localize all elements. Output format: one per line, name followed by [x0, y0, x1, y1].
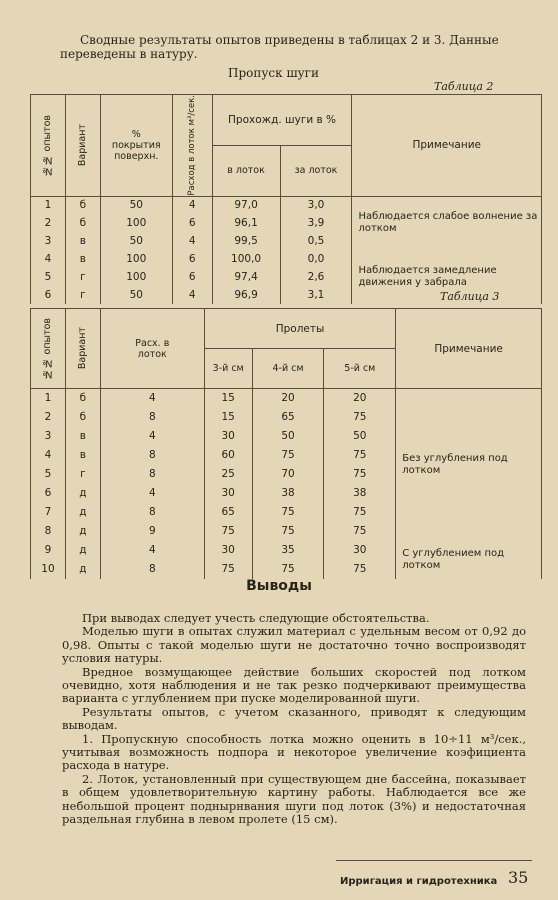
- cell-span5: 50: [324, 427, 396, 446]
- table2-title: Пропуск шуги: [228, 66, 319, 80]
- note-cell: Без углубления под лотком: [396, 389, 542, 541]
- cell-variant: б: [65, 408, 100, 427]
- cell-variant: д: [65, 484, 100, 503]
- t2-header-note: Примечание: [352, 95, 542, 197]
- cell-variant: г: [65, 286, 100, 304]
- table2-label: Таблица 2: [434, 80, 494, 93]
- table-row: [31, 196, 542, 214]
- cell-behind: 3,9: [280, 214, 352, 232]
- cell-num: 4: [31, 446, 66, 465]
- cell-flow: 8: [100, 560, 204, 579]
- cell-in-tray: 96,9: [212, 286, 280, 304]
- cell-span4: 35: [252, 541, 324, 560]
- cell-behind: 0,5: [280, 232, 352, 250]
- paragraph: Моделью шуги в опытах служил материал с удельным весом от 0,92 до 0,98. Опыты с такой моделью шуги не достаточно точно воспроизводят условия натуры.: [62, 624, 526, 666]
- t3-header-num: №№ опытов: [31, 309, 66, 389]
- cell-variant: в: [65, 427, 100, 446]
- cell-variant: в: [65, 250, 100, 268]
- cell-flow: 4: [100, 541, 204, 560]
- cell-flow: 4: [100, 427, 204, 446]
- t3-header-s3: 3-й см: [204, 349, 252, 389]
- cell-num: 2: [31, 214, 66, 232]
- cell-span3: 65: [204, 503, 252, 522]
- t3-header-s4: 4-й см: [252, 349, 324, 389]
- conclusions-body: [62, 612, 526, 827]
- cell-num: 5: [31, 465, 66, 484]
- cell-cover: 50: [100, 196, 172, 214]
- cell-cover: 100: [100, 214, 172, 232]
- cell-span5: 75: [324, 522, 396, 541]
- t2-header-num: №№ опытов: [31, 95, 66, 197]
- cell-span3: 75: [204, 522, 252, 541]
- cell-num: 8: [31, 522, 66, 541]
- cell-in-tray: 100,0: [212, 250, 280, 268]
- cell-flow: 8: [100, 503, 204, 522]
- conclusions-heading: Выводы: [246, 578, 312, 594]
- table-row: [31, 389, 542, 408]
- cell-num: 3: [31, 427, 66, 446]
- cell-num: 4: [31, 250, 66, 268]
- cell-span4: 75: [252, 522, 324, 541]
- cell-span5: 75: [324, 465, 396, 484]
- cell-span3: 60: [204, 446, 252, 465]
- cell-flow: 8: [100, 408, 204, 427]
- cell-flow: 6: [172, 250, 212, 268]
- cell-num: 6: [31, 286, 66, 304]
- paragraph: При выводах следует учесть следующие обстоятельства.: [82, 611, 430, 625]
- table-row: [31, 250, 542, 268]
- table2: [30, 94, 542, 304]
- conclusions-heading-wrap: [0, 578, 558, 594]
- paragraph: Результаты опытов, с учетом сказанного, приводят к следующим выводам.: [62, 704, 526, 733]
- cell-span3: 30: [204, 484, 252, 503]
- cell-cover: 50: [100, 232, 172, 250]
- cell-in-tray: 97,0: [212, 196, 280, 214]
- cell-flow: 4: [100, 389, 204, 408]
- cell-span4: 65: [252, 408, 324, 427]
- cell-in-tray: 97,4: [212, 268, 280, 286]
- cell-in-tray: 96,1: [212, 214, 280, 232]
- cell-flow: 4: [172, 196, 212, 214]
- note-cell: Наблюдается замедление движения у забрала: [352, 250, 542, 304]
- cell-num: 6: [31, 484, 66, 503]
- cell-num: 1: [31, 196, 66, 214]
- note-cell: Наблюдается слабое волнение за лотком: [352, 196, 542, 250]
- t2-header-in-tray: в лоток: [212, 145, 280, 196]
- cell-variant: д: [65, 522, 100, 541]
- cell-num: 1: [31, 389, 66, 408]
- t2-header-flow: Расход в лоток м³/сек.: [172, 95, 212, 197]
- cell-span4: 50: [252, 427, 324, 446]
- cell-span5: 75: [324, 560, 396, 579]
- cell-span5: 30: [324, 541, 396, 560]
- cell-span4: 20: [252, 389, 324, 408]
- cell-span5: 75: [324, 503, 396, 522]
- cell-variant: б: [65, 389, 100, 408]
- cell-variant: б: [65, 196, 100, 214]
- footer-journal: Ирригация и гидротехника: [340, 876, 498, 887]
- cell-span4: 70: [252, 465, 324, 484]
- cell-span4: 38: [252, 484, 324, 503]
- t3-header-note: Примечание: [396, 309, 542, 389]
- cell-flow: 9: [100, 522, 204, 541]
- t3-header-flow: Расх. в лоток: [100, 309, 204, 389]
- cell-num: 5: [31, 268, 66, 286]
- cell-span4: 75: [252, 503, 324, 522]
- paragraph: 1. Пропускную способность лотка можно оценить в 10÷11 м³/сек., учитывая возможность подпора и некоторое увеличение коэфициента расхода в натуре.: [62, 731, 526, 773]
- cell-behind: 0,0: [280, 250, 352, 268]
- footer-rule: [336, 860, 532, 861]
- cell-span3: 25: [204, 465, 252, 484]
- intro-paragraph: Сводные результаты опытов приведены в таблицах 2 и 3. Данные переведены в натуру.: [60, 33, 499, 61]
- cell-span4: 75: [252, 560, 324, 579]
- page-number: 35: [508, 868, 529, 887]
- cell-in-tray: 99,5: [212, 232, 280, 250]
- cell-cover: 50: [100, 286, 172, 304]
- cell-flow: 6: [172, 214, 212, 232]
- cell-flow: 4: [100, 484, 204, 503]
- cell-variant: д: [65, 560, 100, 579]
- cell-flow: 4: [172, 232, 212, 250]
- table3: [30, 308, 542, 579]
- cell-span3: 30: [204, 541, 252, 560]
- cell-span5: 38: [324, 484, 396, 503]
- cell-span4: 75: [252, 446, 324, 465]
- cell-num: 10: [31, 560, 66, 579]
- t2-header-behind: за лоток: [280, 145, 352, 196]
- paragraph: 2. Лоток, установленный при существующем дне бассейна, показывает в общем удовлетворительную картину работы. Наблюдается все же небольшой процент поднырнвания шуги под лоток (3%) и недостаточная раздельная глубина в левом пролете (15 см).: [62, 771, 526, 827]
- cell-behind: 3,1: [280, 286, 352, 304]
- t3-header-variant: Вариант: [65, 309, 100, 389]
- table-row: [31, 541, 542, 560]
- cell-num: 9: [31, 541, 66, 560]
- cell-span3: 30: [204, 427, 252, 446]
- cell-span3: 75: [204, 560, 252, 579]
- cell-variant: г: [65, 268, 100, 286]
- cell-num: 2: [31, 408, 66, 427]
- cell-cover: 100: [100, 250, 172, 268]
- t2-header-pass: Прохожд. шуги в %: [212, 95, 352, 146]
- table3-label: Таблица 3: [440, 290, 500, 303]
- cell-variant: в: [65, 446, 100, 465]
- cell-behind: 2,6: [280, 268, 352, 286]
- cell-flow: 6: [172, 268, 212, 286]
- cell-variant: д: [65, 503, 100, 522]
- t2-header-variant: Вариант: [65, 95, 100, 197]
- cell-flow: 8: [100, 446, 204, 465]
- cell-flow: 8: [100, 465, 204, 484]
- cell-num: 7: [31, 503, 66, 522]
- paragraph: Вредное возмущающее действие больших скоростей под лотком очевидно, хотя наблюдения и не так резко подчеркивают преимущества варианта с углублением при пуске моделированной шуги.: [62, 664, 526, 706]
- cell-span3: 15: [204, 389, 252, 408]
- cell-variant: д: [65, 541, 100, 560]
- cell-span5: 75: [324, 408, 396, 427]
- cell-span5: 20: [324, 389, 396, 408]
- cell-span3: 15: [204, 408, 252, 427]
- t3-header-spans: Пролеты: [204, 309, 395, 349]
- cell-num: 3: [31, 232, 66, 250]
- t3-header-s5: 5-й см: [324, 349, 396, 389]
- cell-variant: б: [65, 214, 100, 232]
- cell-variant: г: [65, 465, 100, 484]
- t2-header-cover: % покрытия поверхн.: [100, 95, 172, 197]
- cell-cover: 100: [100, 268, 172, 286]
- cell-flow: 4: [172, 286, 212, 304]
- cell-behind: 3,0: [280, 196, 352, 214]
- note-cell: С углублением под лотком: [396, 541, 542, 579]
- cell-span5: 75: [324, 446, 396, 465]
- cell-variant: в: [65, 232, 100, 250]
